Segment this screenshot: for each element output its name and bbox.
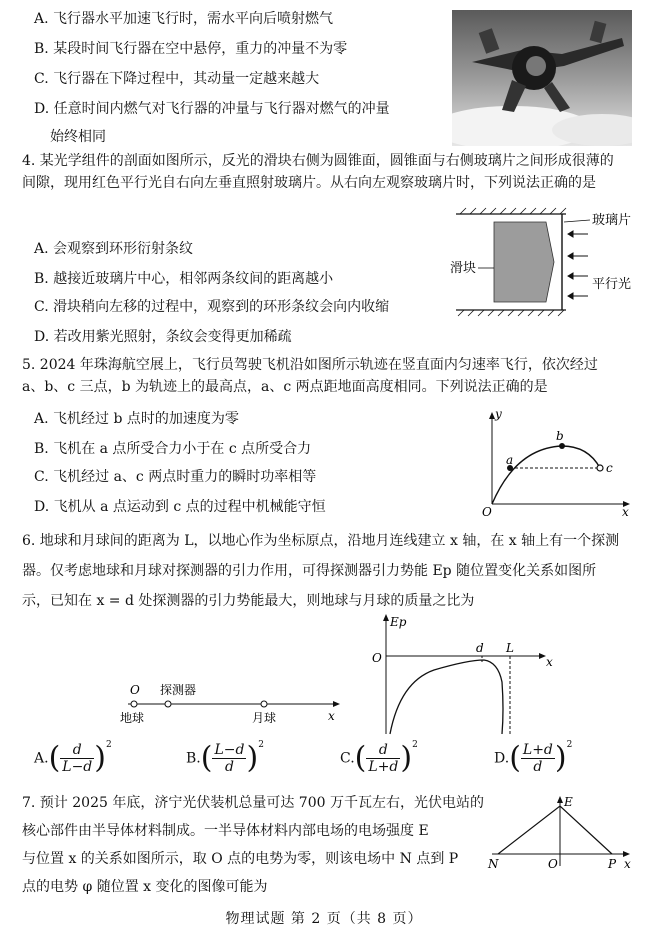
page-footer: 物理试题 第 2 页（共 8 页） [225,911,423,927]
q4-slider-label: 滑块 [450,261,477,276]
q5-trajectory-figure [476,408,636,518]
q6-option-b: B.( $\frac{L-d}{d}$ )$^2$ [186,740,264,776]
q5-option-c: C. 飞机经过 a、c 两点时重力的瞬时功率相等 [34,469,317,485]
q4-glass-label: 玻璃片 [592,213,632,228]
q6-graph-origin: O [372,651,382,665]
q4-slider-figure [450,206,640,318]
q4-option-a: A. 会观察到环形衍射条纹 [34,241,194,257]
q7-o-label: O [548,857,558,871]
q6-option-a: A.( $\frac{d}{L-d}$ )$^2$ [34,740,112,776]
q5-option-b: B. 飞机在 a 点所受合力小于在 c 点所受合力 [34,441,312,457]
q7-stem-line-2: 核心部件由半导体材料制成。一半导体材料内部电场的电场强度 E [22,823,429,839]
q3-option-b: B. 某段时间飞行器在空中悬停，重力的冲量不为零 [34,41,348,57]
q3-option-d-cont: 始终相同 [50,129,106,145]
q7-x-label: x [624,857,631,871]
q6-stem: 6. 地球和月球间的距离为 L，以地心作为坐标原点，沿地月连线建立 x 轴，在 x 轴上有一个探测器。仅考虑地球和月球对探测器的引力作用，可得探测器引力势能 Ep 随位置变化关系如图所示，已知在 x = d 处探测器的引力势能最大，则地球与月球的质量之比为 [22,533,620,609]
q4-stem: 4. 某光学组件的剖面如图所示，反光的滑块右侧为圆锥面，圆锥面与右侧玻璃片之间形成很薄的间隙，现用红色平行光自右向左垂直照射玻璃片。从右向左观察玻璃片时，下列说法正确的是 [22,153,614,191]
q6-graph-ylabel: Ep [390,615,407,629]
q5-point-c: c [606,461,613,475]
q6-moon-label: 月球 [252,711,277,725]
q3-jetpack-photo [452,10,632,146]
q5-point-a: a [506,453,514,467]
q4-option-b: B. 越接近玻璃片中心，相邻两条纹间的距离越小 [34,271,334,287]
q3-option-c: C. 飞行器在下降过程中，其动量一定越来越大 [34,71,320,87]
q6-option-c: C.( $\frac{d}{L+d}$ )$^2$ [340,740,418,776]
q6-probe-label: 探测器 [160,683,197,697]
q5-point-b: b [556,429,564,443]
q6-earth-label: 地球 [120,711,145,725]
q6-graph-x: x [546,655,553,669]
q5-y-label: y [495,408,502,421]
q7-stem-line-3: 与位置 x 的关系如图所示，取 O 点的电势为零，则该电场中 N 点到 P [22,851,459,867]
q6-graph-L: L [506,641,514,655]
q7-e-field-figure [486,792,636,874]
q7-n-label: N [488,857,499,871]
q7-stem-line-4: 点的电势 φ 随位置 x 变化的图像可能为 [22,879,268,895]
q4-option-d: D. 若改用紫光照射，条纹会变得更加稀疏 [34,329,292,345]
q5-origin-label: O [482,505,492,518]
q6-ep-graph [364,610,564,740]
q6-axis-origin: O [130,683,140,697]
q7-stem-line-1: 7. 预计 2025 年底，济宁光伏装机总量可达 700 万千瓦左右，光伏电站的 [22,795,484,811]
q5-option-d: D. 飞机从 a 点运动到 c 点的过程中机械能守恒 [34,499,326,515]
q6-option-d: D.( $\frac{L+d}{d}$ )$^2$ [494,740,573,776]
q5-option-a: A. 飞机经过 b 点时的加速度为零 [34,411,239,427]
q6-axis-figure [108,680,348,728]
q7-e-label: E [564,795,573,809]
q7-p-label: P [608,857,617,871]
q4-light-label: 平行光 [592,277,632,292]
q4-option-c: C. 滑块稍向左移的过程中，观察到的环形条纹会向内收缩 [34,299,390,315]
q6-graph-d: d [476,641,484,655]
q5-x-label: x [622,505,629,518]
q3-option-d: D. 任意时间内燃气对飞行器的冲量与飞行器对燃气的冲量 [34,101,390,117]
q3-option-a: A. 飞行器水平加速飞行时，需水平向后喷射燃气 [34,11,334,27]
q6-axis-x: x [328,709,335,723]
q5-stem: 5. 2024 年珠海航空展上，飞行员驾驶飞机沿如图所示轨迹在竖直面内匀速率飞行，依次经过 a、b、c 三点，b 为轨迹上的最高点，a、c 两点距地面高度相同。下列说法正确的是 [22,357,598,395]
